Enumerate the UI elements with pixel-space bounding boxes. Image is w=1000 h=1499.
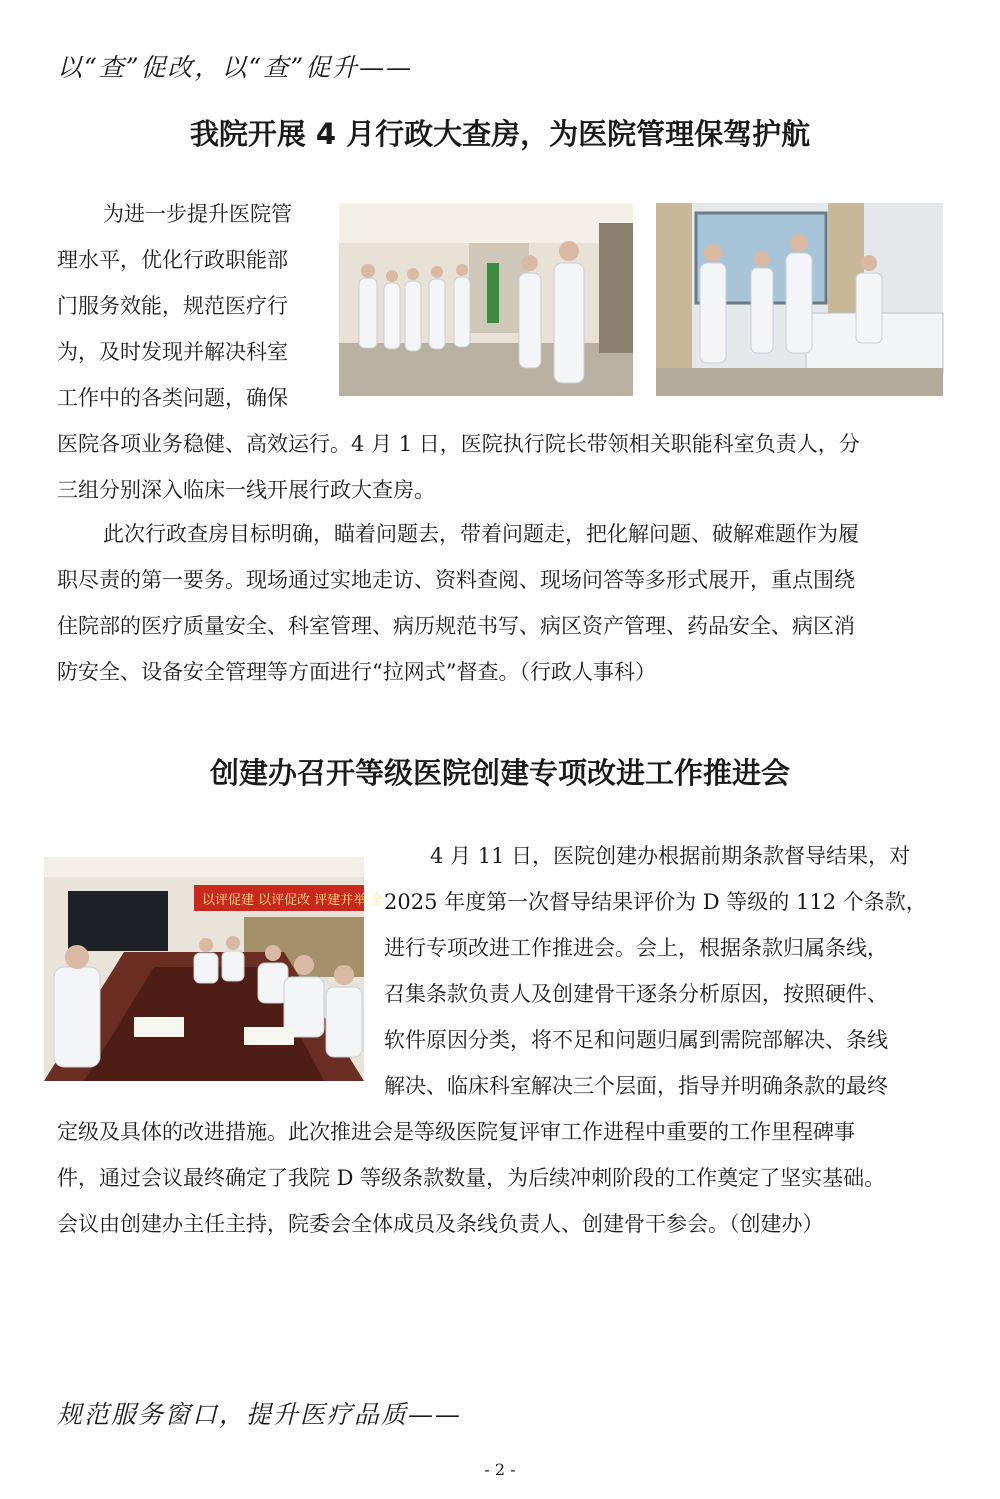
text-line: 2025 年度第一次督导结果评价为 D 等级的 112 个条款， — [384, 890, 927, 914]
text-line: 防安全、设备安全管理等方面进行“拉网式”督查。（行政人事科） — [57, 660, 656, 684]
text-line: 此次行政查房目标明确，瞄着问题去，带着问题走，把化解问题、破解难题作为履 — [103, 522, 859, 546]
text-line: 进行专项改进工作推进会。会上，根据条款归属条线， — [384, 936, 888, 960]
photo-ward-inspection — [656, 203, 943, 396]
text-line: 解决、临床科室解决三个层面，指导并明确条款的最终 — [384, 1074, 888, 1098]
text-line: 为进一步提升医院管 — [103, 202, 292, 226]
section-lead: 以“查”促改，以“查”促升—— — [57, 53, 414, 82]
photo-hallway-rounds — [339, 203, 633, 396]
text-line: 医院各项业务稳健、高效运行。4 月 1 日，医院执行院长带领相关职能科室负责人，分 — [57, 432, 860, 456]
text-line: 为，及时发现并解决科室 — [57, 340, 288, 364]
text-line: 软件原因分类，将不足和问题归属到需院部解决、条线 — [384, 1028, 888, 1052]
text-line: 4 月 11 日，医院创建办根据前期条款督导结果，对 — [430, 844, 911, 868]
text-line: 门服务效能，规范医疗行 — [57, 294, 288, 318]
text-line: 住院部的医疗质量安全、科室管理、病历规范书写、病区资产管理、药品安全、病区消 — [57, 614, 855, 638]
text-line: 会议由创建办主任主持，院委会全体成员及条线负责人、创建骨干参会。（创建办） — [57, 1212, 824, 1236]
text-line: 件，通过会议最终确定了我院 D 等级条款数量，为后续冲刺阶段的工作奠定了坚实基础。 — [57, 1166, 886, 1190]
section-lead: 规范服务窗口，提升医疗品质—— — [57, 1400, 463, 1429]
article-title: 创建办召开等级医院创建专项改进工作推进会 — [209, 756, 790, 790]
banner-text: 以评促建 以评促改 评建并举 全 — [202, 893, 384, 908]
text-line: 职尽责的第一要务。现场通过实地走访、资料查阅、现场问答等多形式展开，重点围绕 — [57, 568, 855, 592]
article-title: 我院开展 4 月行政大查房，为医院管理保驾护航 — [189, 117, 811, 151]
text-line: 定级及具体的改进措施。此次推进会是等级医院复评审工作进程中重要的工作里程碑事 — [57, 1120, 855, 1144]
text-line: 三组分别深入临床一线开展行政大查房。 — [57, 478, 435, 502]
text-line: 召集条款负责人及创建骨干逐条分析原因，按照硬件、 — [384, 982, 888, 1006]
text-line: 理水平，优化行政职能部 — [57, 248, 288, 272]
page-number: - 2 - — [484, 1460, 516, 1479]
photo-meeting-room — [44, 857, 384, 1081]
text-line: 工作中的各类问题，确保 — [57, 386, 288, 410]
